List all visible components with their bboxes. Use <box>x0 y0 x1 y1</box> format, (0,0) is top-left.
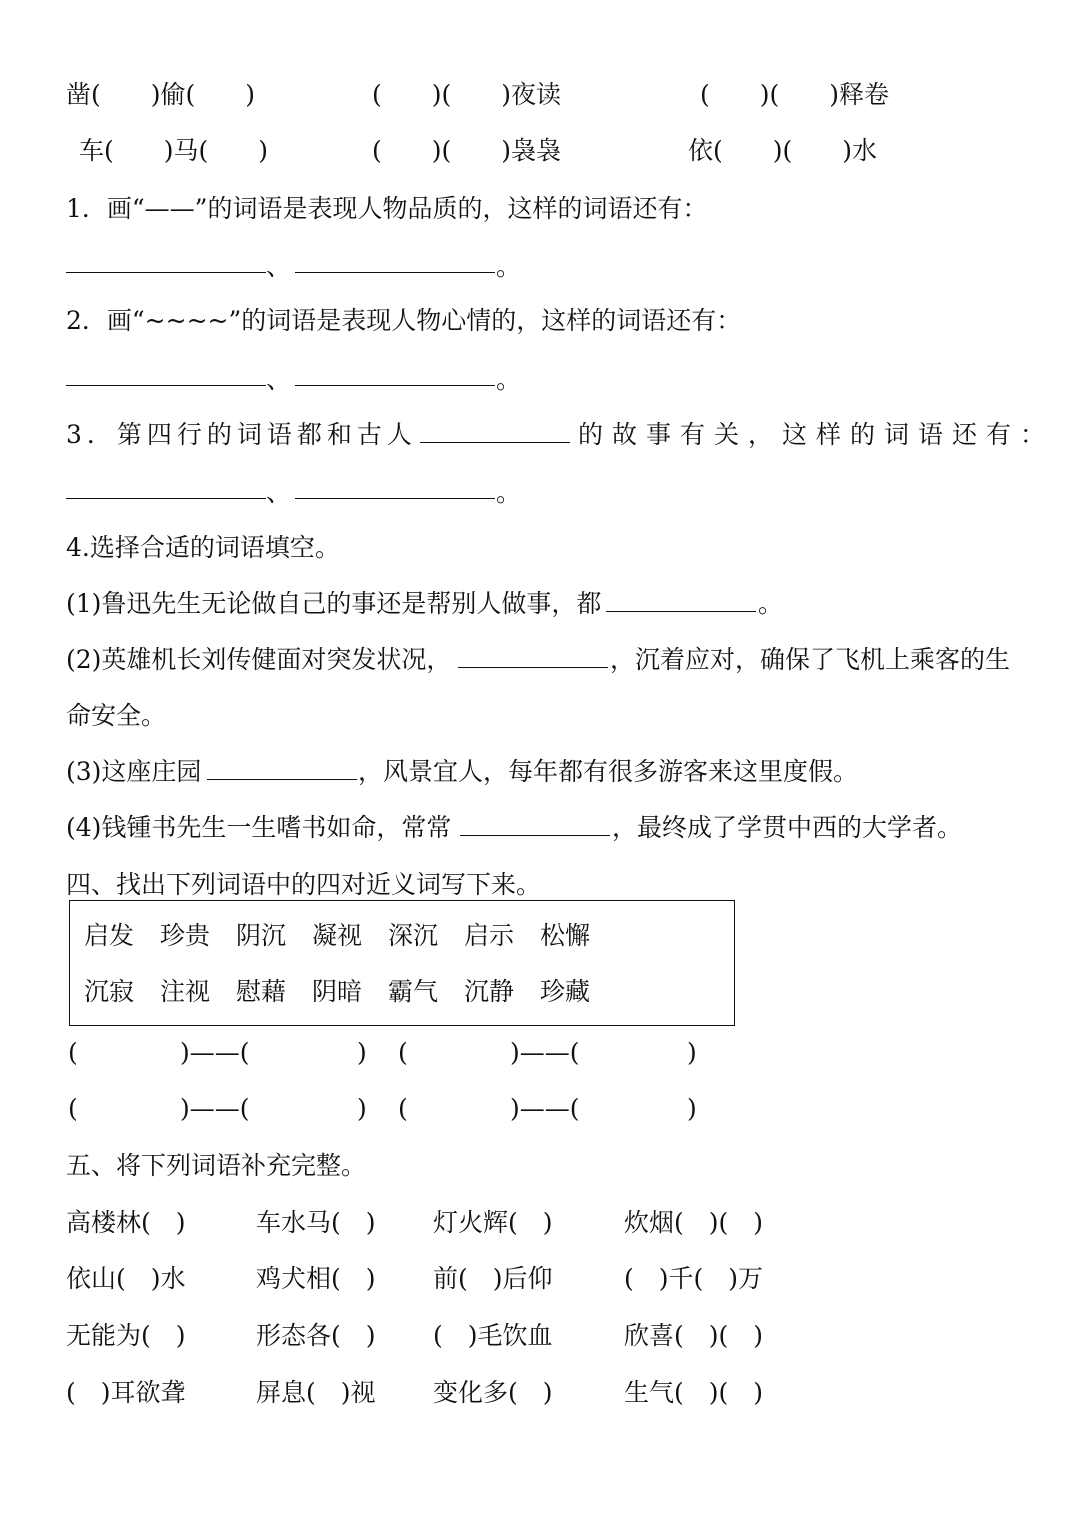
separator: 、 <box>266 365 292 394</box>
pair-open[interactable]: ( <box>398 1038 408 1067</box>
pair-close[interactable]: ) <box>687 1038 697 1067</box>
question-4-2-b: ，沉着应对，确保了飞机上乘客的生 <box>610 645 1011 674</box>
idiom-fill: ( )耳欲聋 <box>66 1378 186 1407</box>
pair-dash[interactable]: )——( <box>510 1038 580 1067</box>
answer-blank[interactable] <box>66 385 266 386</box>
word: 注视 <box>160 977 211 1006</box>
word: 沉静 <box>464 977 515 1006</box>
question-4-title: 4.选择合适的词语填空。 <box>66 533 340 562</box>
idiom-fill: ( )千( )万 <box>624 1264 764 1293</box>
answer-blank[interactable] <box>295 385 495 386</box>
pair-dash[interactable]: )——( <box>180 1094 250 1123</box>
section-4-title: 四、找出下列词语中的四对近义词写下来。 <box>66 870 542 899</box>
word: 沉寂 <box>84 977 135 1006</box>
word: 霸气 <box>388 977 439 1006</box>
idiom-fill: 车水马( ) <box>256 1208 376 1237</box>
pair-dash[interactable]: )——( <box>180 1038 250 1067</box>
idiom-row2-item3: 依( )( )水 <box>688 136 878 165</box>
question-3-part-a: 3．第四行的词语都和古人 <box>66 420 417 449</box>
question-4-4-b: ，最终成了学贯中西的大学者。 <box>612 813 963 842</box>
question-4-2-a: (2)英雄机长刘传健面对突发状况， <box>66 645 452 674</box>
answer-blank[interactable] <box>295 272 495 273</box>
pair-open[interactable]: ( <box>68 1094 78 1123</box>
idiom-fill: 依山( )水 <box>66 1264 186 1293</box>
idiom-fill: 形态各( ) <box>256 1321 376 1350</box>
idiom-fill: 生气( )( ) <box>624 1378 764 1407</box>
answer-blank[interactable] <box>66 272 266 273</box>
pair-close[interactable]: ) <box>357 1038 367 1067</box>
word: 启发 <box>84 921 135 950</box>
question-4-1-b: 。 <box>758 589 784 618</box>
period: 。 <box>496 252 522 281</box>
answer-blank[interactable] <box>458 667 608 668</box>
idiom-fill: 炊烟( )( ) <box>624 1208 764 1237</box>
answer-blank[interactable] <box>420 442 570 443</box>
pair-open[interactable]: ( <box>398 1094 408 1123</box>
word: 启示 <box>464 921 515 950</box>
answer-blank[interactable] <box>460 835 610 836</box>
question-4-3-b: ，风景宜人，每年都有很多游客来这里度假。 <box>358 757 859 786</box>
separator: 、 <box>266 478 292 507</box>
answer-blank[interactable] <box>66 498 266 499</box>
question-2: 2．画“~~~~”的词语是表现人物心情的，这样的词语还有： <box>66 306 742 335</box>
word: 慰藉 <box>236 977 287 1006</box>
question-1: 1．画“——”的词语是表现人物品质的，这样的词语还有： <box>66 194 708 223</box>
word: 珍贵 <box>160 921 211 950</box>
period: 。 <box>496 478 522 507</box>
idiom-row1-item3: ( )( )释卷 <box>700 80 890 109</box>
idiom-row1-item2: ( )( )夜读 <box>372 80 562 109</box>
idiom-fill: 无能为( ) <box>66 1321 186 1350</box>
pair-close[interactable]: ) <box>687 1094 697 1123</box>
pair-open[interactable]: ( <box>68 1038 78 1067</box>
question-4-3-a: (3)这座庄园 <box>66 757 202 786</box>
word: 阴暗 <box>312 977 363 1006</box>
idiom-row1-item1: 凿( )偷( ) <box>66 80 256 109</box>
idiom-row2-item1: 车( )马( ) <box>79 136 269 165</box>
period: 。 <box>496 365 522 394</box>
word: 凝视 <box>312 921 363 950</box>
question-4-4-a: (4)钱锺书先生一生嗜书如命，常常 <box>66 813 452 842</box>
question-4-2-c: 命安全。 <box>66 701 167 730</box>
answer-blank[interactable] <box>207 779 357 780</box>
separator: 、 <box>266 252 292 281</box>
idiom-fill: 高楼林( ) <box>66 1208 186 1237</box>
word: 深沉 <box>388 921 439 950</box>
word: 珍藏 <box>540 977 591 1006</box>
question-3-part-b: 的故事有关，这样的词语还有： <box>578 420 1055 449</box>
pair-close[interactable]: ) <box>357 1094 367 1123</box>
answer-blank[interactable] <box>606 611 756 612</box>
idiom-fill: 灯火辉( ) <box>433 1208 553 1237</box>
idiom-fill: 屏息( )视 <box>256 1378 376 1407</box>
word-box <box>69 900 735 1026</box>
section-5-title: 五、将下列词语补充完整。 <box>66 1151 367 1180</box>
word: 松懈 <box>540 921 591 950</box>
idiom-fill: 鸡犬相( ) <box>256 1264 376 1293</box>
idiom-row2-item2: ( )( )袅袅 <box>372 136 562 165</box>
question-4-1-a: (1)鲁迅先生无论做自己的事还是帮别人做事，都 <box>66 589 602 618</box>
idiom-fill: 变化多( ) <box>433 1378 553 1407</box>
pair-dash[interactable]: )——( <box>510 1094 580 1123</box>
idiom-fill: 前( )后仰 <box>433 1264 553 1293</box>
word: 阴沉 <box>236 921 287 950</box>
idiom-fill: 欣喜( )( ) <box>624 1321 764 1350</box>
idiom-fill: ( )毛饮血 <box>433 1321 553 1350</box>
answer-blank[interactable] <box>295 498 495 499</box>
